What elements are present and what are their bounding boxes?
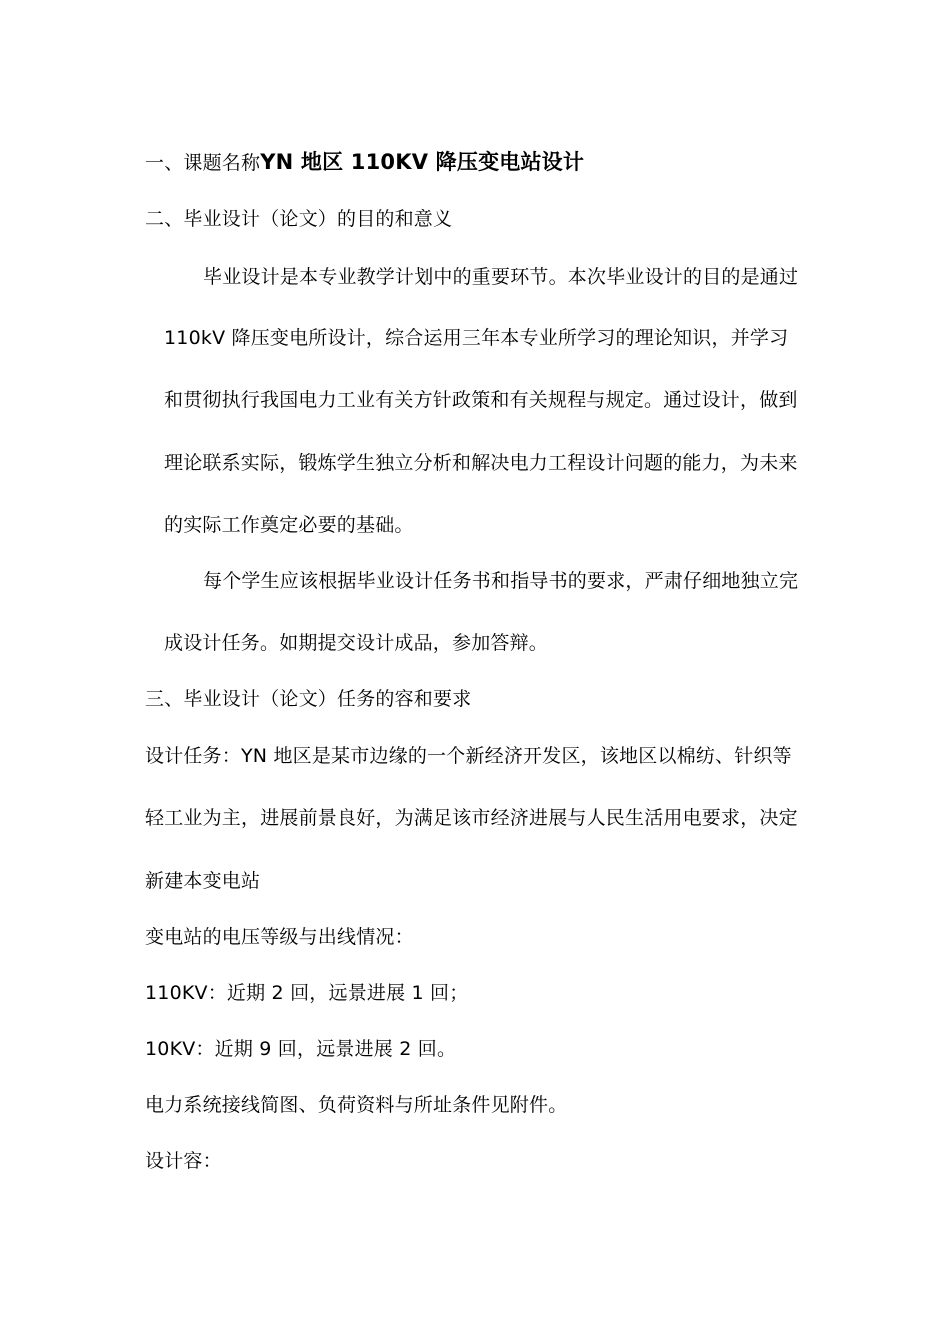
topic-label: 一、课题名称 [145, 152, 261, 174]
line-110kv: 110KV：近期 2 回，远景进展 1 回； [145, 982, 469, 1004]
purpose-para-2-line-2: 成设计任务。如期提交设计成品，参加答辩。 [164, 632, 549, 654]
task-line-3: 新建本变电站 [145, 870, 261, 892]
line-10kv: 10KV：近期 9 回，远景进展 2 回。 [145, 1038, 457, 1060]
attachments-note: 电力系统接线简图、负荷资料与所址条件见附件。 [145, 1094, 568, 1116]
purpose-para-1-line-5: 的实际工作奠定必要的基础。 [164, 514, 414, 536]
topic-heading [145, 150, 584, 175]
purpose-para-2-line-1: 每个学生应该根据毕业设计任务书和指导书的要求，严肃仔细地独立完 [203, 570, 799, 592]
voltage-heading: 变电站的电压等级与出线情况： [145, 926, 414, 948]
purpose-para-1-line-4: 理论联系实际，锻炼学生独立分析和解决电力工程设计问题的能力，为未来 [164, 452, 798, 474]
task-line-2: 轻工业为主，进展前景良好，为满足该市经济进展与人民生活用电要求，决定 [145, 807, 798, 829]
section-3-heading: 三、毕业设计（论文）任务的容和要求 [145, 688, 472, 710]
section-2-heading: 二、毕业设计（论文）的目的和意义 [145, 208, 453, 230]
topic-title: YN 地区 110KV 降压变电站设计 [260, 150, 585, 174]
purpose-para-1-line-3: 和贯彻执行我国电力工业有关方针政策和有关规程与规定。通过设计，做到 [164, 389, 798, 411]
task-line-1: 设计任务：YN 地区是某市边缘的一个新经济开发区，该地区以棉纺、针织等 [145, 745, 792, 767]
design-content-label: 设计容： [145, 1150, 222, 1172]
purpose-para-1-line-2: 110kV 降压变电所设计，综合运用三年本专业所学习的理论知识，并学习 [164, 327, 789, 349]
purpose-para-1-line-1: 毕业设计是本专业教学计划中的重要环节。本次毕业设计的目的是通过 [203, 266, 799, 288]
